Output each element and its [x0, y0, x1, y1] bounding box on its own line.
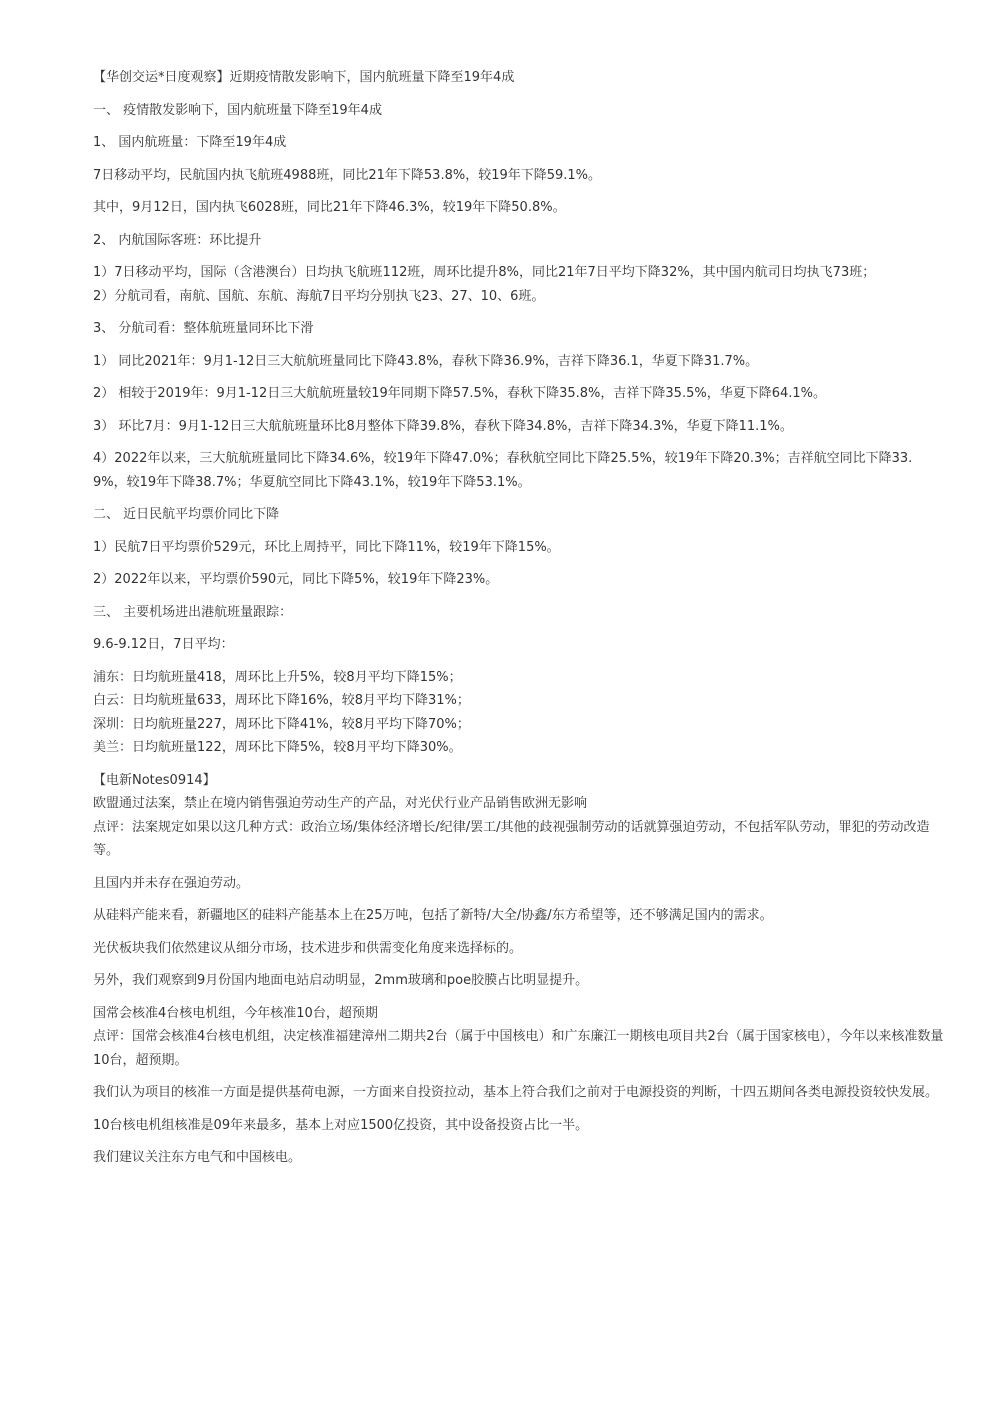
airport-line: 浦东：日均航班量418，周环比上升5%，较8月平均下降15%；: [93, 669, 462, 685]
paragraph: 我们认为项目的核准一方面是提供基荷电源，一方面来自投资拉动，基本上符合我们之前对于电源投资的判断，十四五期间各类电源投资较快发展。: [93, 1085, 939, 1100]
document-body: [93, 66, 945, 1179]
paragraph: 1）7日移动平均，国际（含港澳台）日均执飞航班112班，周环比提升8%，同比21年7日平均下降32%，其中国内航司日均执飞73班；: [93, 265, 876, 280]
paragraph: 1）民航7日平均票价529元，环比上周持平，同比下降11%，较19年下降15%。: [93, 539, 560, 555]
paragraph: 2）2022年以来，平均票价590元，同比下降5%，较19年下降23%。: [93, 572, 499, 587]
section-heading-1: 一、 疫情散发影响下，国内航班量下降至19年4成: [93, 102, 382, 118]
section-heading-3: 三、 主要机场进出港航班量跟踪：: [93, 604, 293, 620]
paragraph: 点评：国常会核准4台核电机组，决定核准福建漳州二期共2台（属于中国核电）和广东廉江一期核电项目共2台（属于国家核电），今年以来核准数量10台，超预期。: [93, 1029, 944, 1068]
subsection-heading-1-2: 2、 内航国际客班：环比提升: [93, 232, 262, 248]
paragraph: 1） 同比2021年：9月1-12日三大航航班量同比下降43.8%，春秋下降36.9%，吉祥下降36.1，华夏下降31.7%。: [93, 353, 759, 369]
paragraph: 且国内并未存在强迫劳动。: [93, 875, 250, 891]
paragraph: 2）分航司看，南航、国航、东航、海航7日平均分别执飞23、27、10、6班。: [93, 288, 545, 304]
airport-line: 深圳：日均航班量227，周环比下降41%，较8月平均下降70%；: [93, 716, 470, 732]
paragraph: 国常会核准4台核电机组，今年核准10台，超预期: [93, 1005, 378, 1021]
section-heading-2: 二、 近日民航平均票价同比下降: [93, 507, 280, 522]
paragraph: 光伏板块我们依然建议从细分市场，技术进步和供需变化角度来选择标的。: [93, 940, 523, 956]
paragraph: 3） 环比7月：9月1-12日三大航航班量环比8月整体下降39.8%，春秋下降34.8%，吉祥下降34.3%，华夏下降11.1%。: [93, 418, 793, 434]
subsection-heading-1-3: 3、 分航司看：整体航班量同环比下滑: [93, 321, 314, 336]
paragraph: 我们建议关注东方电气和中国核电。: [93, 1150, 302, 1165]
paragraph: 9.6-9.12日，7日平均：: [93, 637, 234, 652]
subsection-heading-1-1: 1、 国内航班量：下降至19年4成: [93, 135, 287, 150]
paragraph: 欧盟通过法案，禁止在境内销售强迫劳动生产的产品，对光伏行业产品销售欧洲无影响: [93, 796, 588, 811]
paragraph: 点评：法案规定如果以这几种方式：政治立场/集体经济增长/纪律/罢工/其他的歧视强制劳动的话就算强迫劳动，不包括军队劳动，罪犯的劳动改造等。: [93, 819, 930, 858]
paragraph: 从硅料产能来看，新疆地区的硅料产能基本上在25万吨，包括了新特/大全/协鑫/东方希望等，还不够满足国内的需求。: [93, 908, 773, 923]
paragraph: 10台核电机组核准是09年来最多，基本上对应1500亿投资，其中设备投资占比一半。: [93, 1117, 589, 1133]
paragraph: 7日移动平均，民航国内执飞航班4988班，同比21年下降53.8%，较19年下降59.1%。: [93, 167, 602, 183]
paragraph: 2） 相较于2019年：9月1-12日三大航航班量较19年同期下降57.5%，春秋下降35.8%，吉祥下降35.5%，华夏下降64.1%。: [93, 386, 826, 401]
paragraph: 4）2022年以来，三大航航班量同比下降34.6%，较19年下降47.0%；春秋航空同比下降25.5%，较19年下降20.3%；吉祥航空同比下降33.9%，较19年下降38.7%；华夏航空同比下降43.1%，较19年下降53.1%。: [93, 451, 913, 490]
airport-line: 美兰：日均航班量122，周环比下降5%，较8月平均下降30%。: [93, 740, 462, 755]
notes-title: 【电新Notes0914】: [93, 772, 216, 788]
doc-title: 【华创交运*日度观察】近期疫情散发影响下，国内航班量下降至19年4成: [93, 70, 515, 85]
paragraph: 其中，9月12日，国内执飞6028班，同比21年下降46.3%，较19年下降50.8%。: [93, 200, 566, 215]
airport-line: 白云：日均航班量633，周环比下降16%，较8月平均下降31%；: [93, 693, 470, 708]
paragraph: 另外，我们观察到9月份国内地面电站启动明显，2mm玻璃和poe胶膜占比明显提升。: [93, 973, 589, 988]
